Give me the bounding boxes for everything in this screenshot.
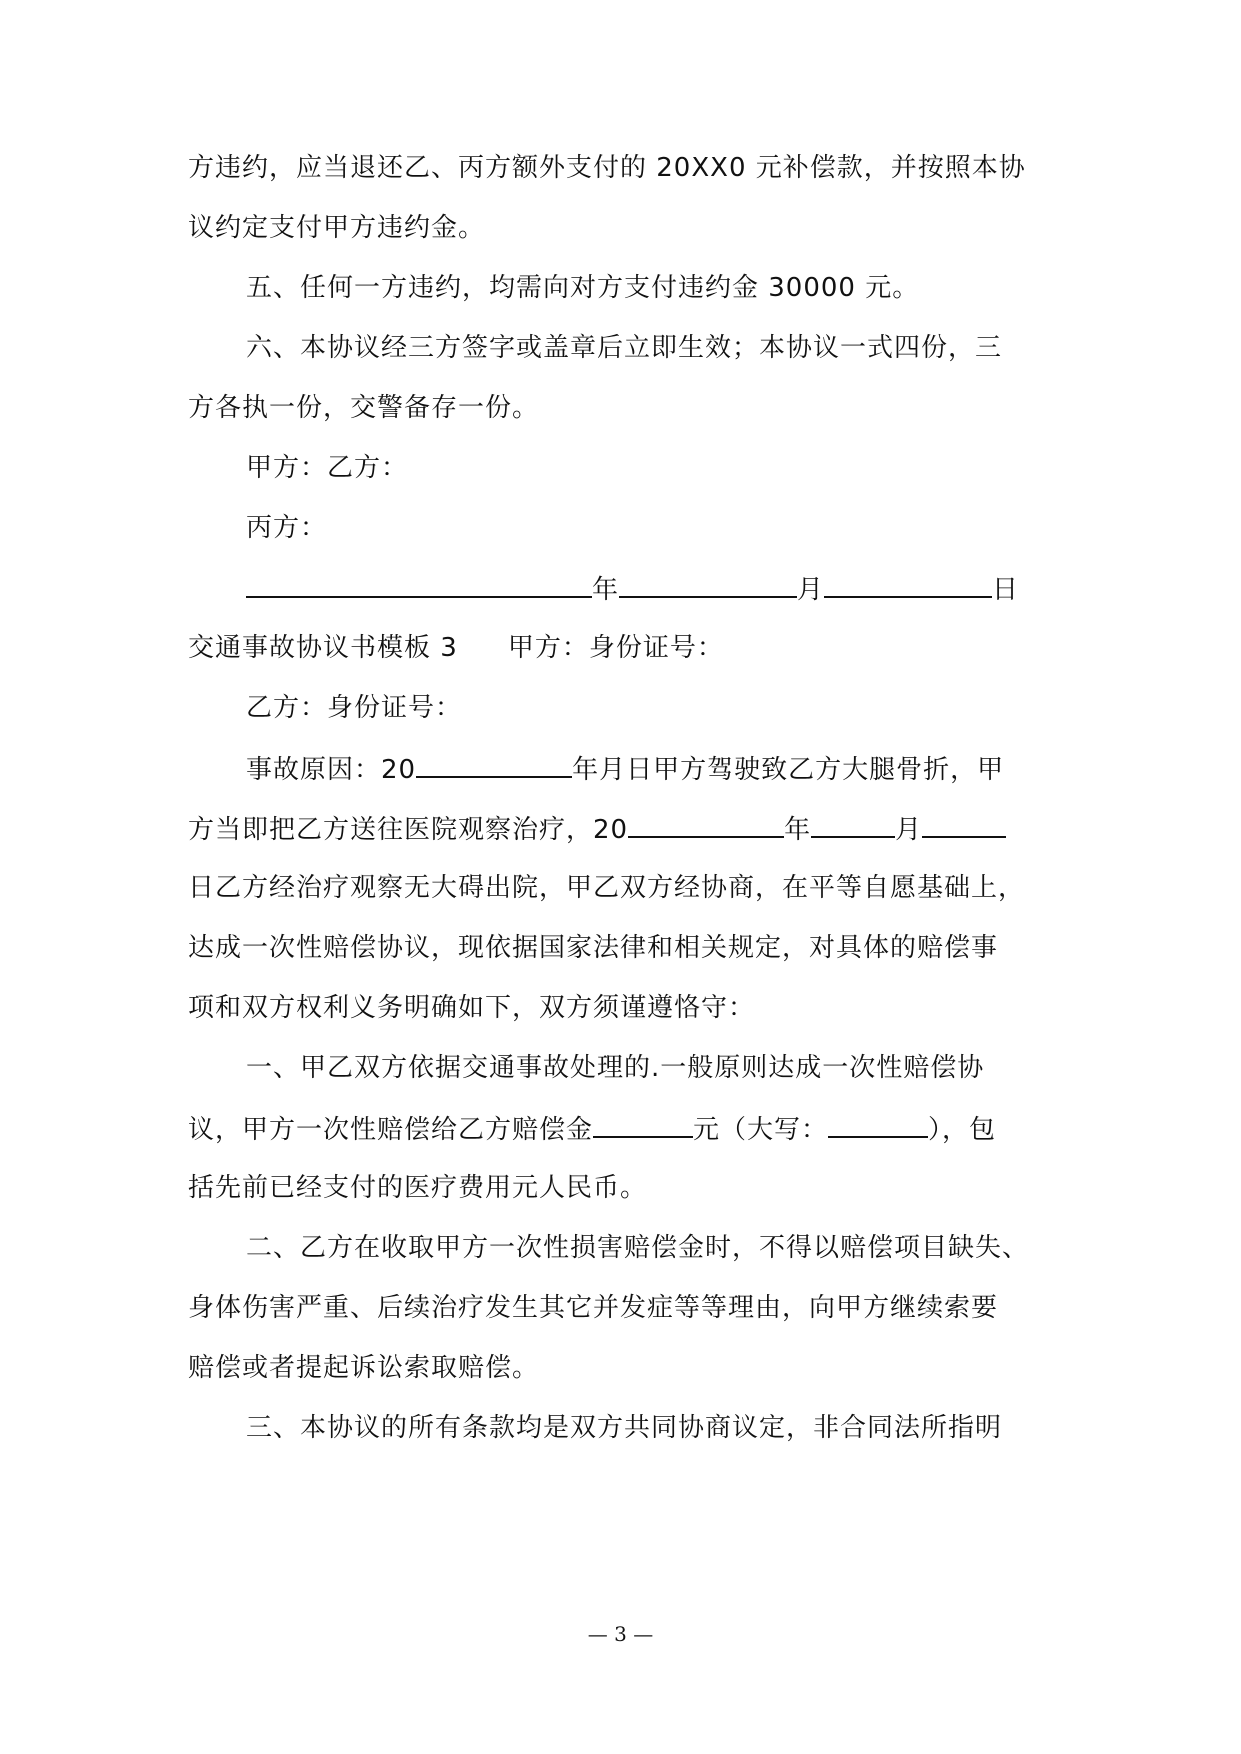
paragraph-line: 方违约，应当退还乙、丙方额外支付的 20XX0 元补偿款，并按照本协 <box>188 153 1026 183</box>
clause-six: 六、本协议经三方签字或盖章后立即生效；本协议一式四份，三 <box>246 333 1003 363</box>
day-label: 日 <box>992 575 1020 605</box>
template-title: 交通事故协议书模板 3 <box>188 633 458 663</box>
blank-field <box>811 810 895 838</box>
paragraph-line: 日乙方经治疗观察无大碍出院，甲乙双方经协商，在平等自愿基础上， <box>188 873 1026 903</box>
party-a-id: 甲方：身份证号： <box>507 633 724 663</box>
paragraph-line: 议约定支付甲方违约金。 <box>188 213 486 243</box>
signature-party-c: 丙方： <box>246 513 328 543</box>
blank-field <box>416 750 572 778</box>
paragraph-line: 议，甲方一次性赔偿给乙方赔偿金 元（大写： ），包 <box>188 1110 996 1148</box>
paragraph-line: 方当即把乙方送往医院观察治疗，20 年 月 <box>188 810 1006 848</box>
blank-field <box>628 810 784 838</box>
clause-two: 二、乙方在收取甲方一次性损害赔偿金时，不得以赔偿项目缺失、 <box>246 1233 1030 1263</box>
paragraph-line: 赔偿或者提起诉讼索取赔偿。 <box>188 1353 540 1383</box>
paragraph-line: 项和双方权利义务明确如下，双方须谨遵恪守： <box>188 993 756 1023</box>
paragraph-line: 身体伤害严重、后续治疗发生其它并发症等等理由，向甲方继续索要 <box>188 1293 999 1323</box>
accident-cause-line: 事故原因：20 年月日甲方驾驶致乙方大腿骨折，甲 <box>246 750 1004 788</box>
blank-field <box>619 570 797 598</box>
paragraph-line: 方各执一份，交警备存一份。 <box>188 393 540 423</box>
paragraph-line: 括先前已经支付的医疗费用元人民币。 <box>188 1173 648 1203</box>
clause-three: 三、本协议的所有条款均是双方共同协商议定，非合同法所指明 <box>246 1413 1003 1443</box>
template-heading <box>188 630 724 666</box>
paragraph-line: 达成一次性赔偿协议，现依据国家法律和相关规定，对具体的赔偿事 <box>188 933 999 963</box>
year-label: 年 <box>592 575 620 605</box>
clause-one: 一、甲乙双方依据交通事故处理的.一般原则达成一次性赔偿协 <box>246 1053 985 1083</box>
month-label: 月 <box>797 575 825 605</box>
page-number: — 3 — <box>587 1622 654 1646</box>
blank-field <box>246 570 592 598</box>
date-line <box>246 570 1019 608</box>
clause-five: 五、任何一方违约，均需向对方支付违约金 30000 元。 <box>246 273 920 303</box>
blank-field <box>593 1110 693 1138</box>
blank-field <box>828 1110 928 1138</box>
blank-field <box>824 570 992 598</box>
signature-party-a-b: 甲方：乙方： <box>246 453 409 483</box>
party-b-id: 乙方：身份证号： <box>246 693 463 723</box>
blank-field <box>922 810 1006 838</box>
